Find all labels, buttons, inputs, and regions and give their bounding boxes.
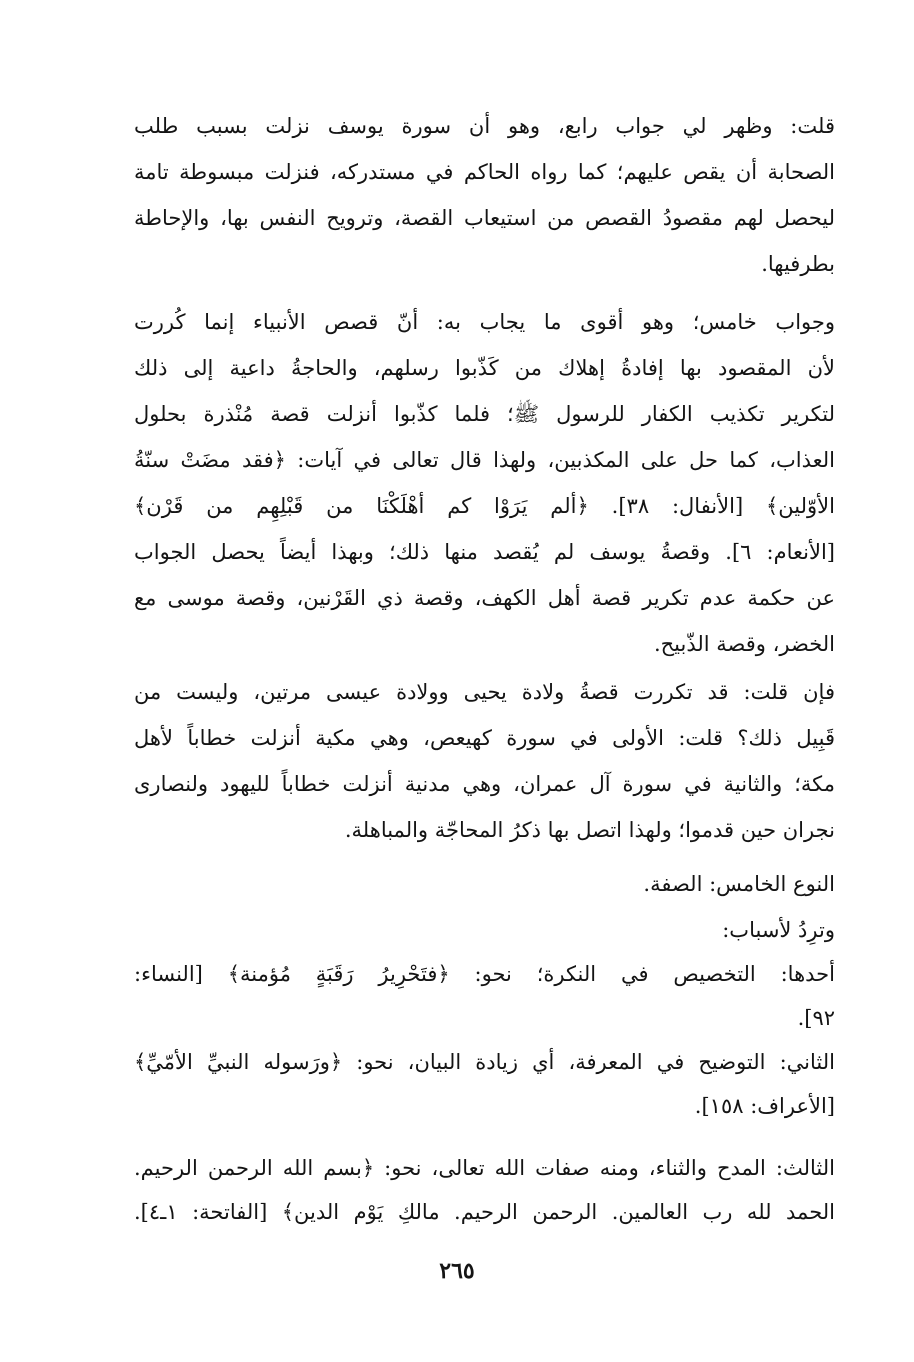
- text-line: الخضر، وقصة الذّبيح.: [653, 632, 835, 656]
- text-line: الثالث: المدح والثناء، ومنه صفات الله تعالى، نحو: ﴿بسم الله الرحمن الرحيم.: [134, 1156, 835, 1180]
- text-line: بطرفيها.: [761, 252, 835, 276]
- text-line: أحدها: التخصيص في النكرة؛ نحو: ﴿فتَحْرِيرُ رَقَبَةٍ مُؤمنة﴾ [النساء:: [134, 962, 835, 986]
- text-line: لتكرير تكذيب الكفار للرسول ﷺ؛ فلما كذّبوا أنزلت قصة مُنْذرة بحلول: [134, 402, 835, 426]
- text-line: الصحابة أن يقص عليهم؛ كما رواه الحاكم في مستدركه، فنزلت مبسوطة تامة: [134, 160, 835, 184]
- text-line: مكة؛ والثانية في سورة آل عمران، وهي مدنية أنزلت خطاباً لليهود ولنصارى: [134, 772, 836, 796]
- text-line: عن حكمة عدم تكرير قصة أهل الكهف، وقصة ذي القَرْنين، وقصة موسى مع: [134, 586, 835, 610]
- text-line: فإن قلت: قد تكررت قصةُ ولادة يحيى وولادة عيسى مرتين، وليست من: [134, 680, 835, 704]
- text-line: نجران حين قدموا؛ ولهذا اتصل بها ذكرُ المحاجّة والمباهلة.: [344, 818, 835, 842]
- text-line: الثاني: التوضيح في المعرفة، أي زيادة البيان، نحو: ﴿ورَسوله النبيِّ الأمّيِّ﴾: [134, 1050, 835, 1074]
- text-line: [الأعراف: ١٥٨].: [694, 1094, 835, 1118]
- text-line: ليحصل لهم مقصودُ القصص من استيعاب القصة، وترويح النفس بها، والإحاطة: [134, 206, 835, 230]
- text-line: وترِدُ لأسباب:: [722, 918, 835, 942]
- text-line: الأوّلين﴾ [الأنفال: ٣٨]. ﴿ألم يَرَوْا كم أهْلَكْنَا من قَبْلِهِم من قَرْن﴾: [134, 494, 835, 518]
- text-line: ٩٢].: [797, 1006, 835, 1030]
- text-line: العذاب، كما حل على المكذبين، ولهذا قال تعالى في آيات: ﴿فقد مضَتْ سنّةُ: [134, 448, 835, 472]
- text-line: [الأنعام: ٦]. وقصةُ يوسف لم يُقصد منها ذلك؛ وبهذا أيضاً يحصل الجواب: [134, 540, 835, 564]
- text-line: قَبِيل ذلك؟ قلت: الأولى في سورة كهيعص، وهي مكية أنزلت خطاباً لأهل: [134, 726, 835, 750]
- text-line: لأن المقصود بها إفادةُ إهلاك من كَذّبوا رسلهم، والحاجةُ داعية إلى ذلك: [134, 356, 835, 380]
- section-heading: النوع الخامس: الصفة.: [643, 872, 835, 896]
- text-line: قلت: وظهر لي جواب رابع، وهو أن سورة يوسف نزلت بسبب طلب: [134, 114, 835, 138]
- page-number: ٢٦٥: [439, 1258, 475, 1284]
- text-line: وجواب خامس؛ وهو أقوى ما يجاب به: أنّ قصص الأنبياء إنما كُررت: [134, 310, 835, 334]
- text-line: الحمد لله رب العالمين. الرحمن الرحيم. مالكِ يَوْم الدين﴾ [الفاتحة: ١ـ٤].: [134, 1200, 835, 1224]
